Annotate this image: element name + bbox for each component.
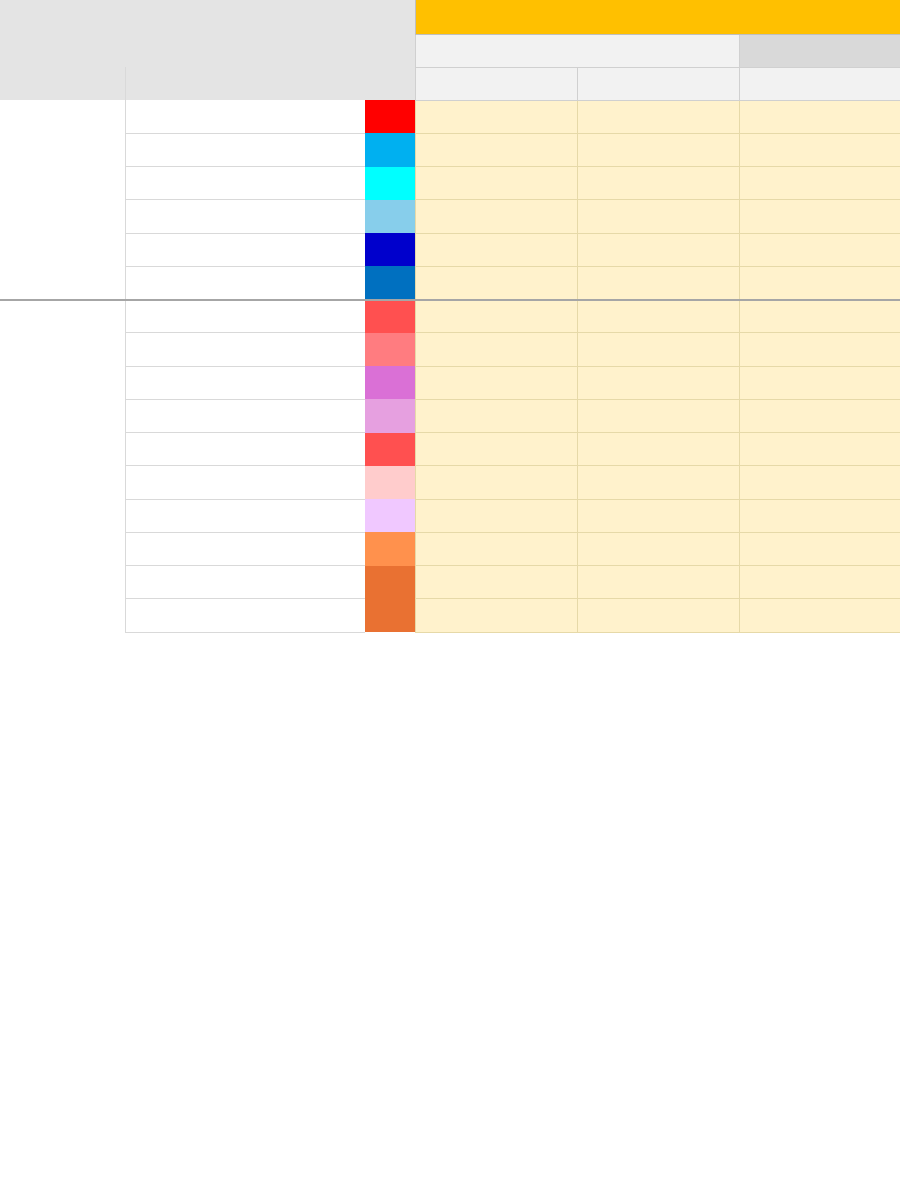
price-fanclub xyxy=(739,566,900,599)
seat-type-cell xyxy=(125,200,365,233)
price-fanclub xyxy=(739,300,900,333)
price-same-day xyxy=(577,466,739,499)
zone-label xyxy=(0,100,125,300)
price-presale xyxy=(415,233,577,266)
table-row xyxy=(0,167,900,200)
seat-type-cell xyxy=(125,100,365,133)
price-same-day xyxy=(577,167,739,200)
price-same-day xyxy=(577,133,739,166)
color-swatch xyxy=(365,366,415,399)
price-presale xyxy=(415,300,577,333)
price-presale xyxy=(415,433,577,466)
price-fanclub xyxy=(739,167,900,200)
price-presale xyxy=(415,167,577,200)
color-swatch xyxy=(365,499,415,532)
table-row xyxy=(0,100,900,133)
price-same-day xyxy=(577,399,739,432)
price-fanclub xyxy=(739,466,900,499)
price-same-day xyxy=(577,200,739,233)
seat-header xyxy=(125,67,415,100)
seat-type-cell xyxy=(125,532,365,565)
seat-type-cell xyxy=(125,466,365,499)
table-row xyxy=(0,300,900,333)
price-fanclub xyxy=(739,366,900,399)
table-row xyxy=(0,466,900,499)
price-same-day xyxy=(577,100,739,133)
table-row xyxy=(0,133,900,166)
price-presale xyxy=(415,566,577,599)
color-swatch xyxy=(365,133,415,166)
price-same-day xyxy=(577,366,739,399)
price-presale xyxy=(415,133,577,166)
price-same-day xyxy=(577,333,739,366)
color-swatch xyxy=(365,266,415,299)
table-row xyxy=(0,532,900,565)
color-swatch xyxy=(365,433,415,466)
price-presale xyxy=(415,599,577,632)
price-table-body xyxy=(0,100,900,632)
price-same-day xyxy=(577,233,739,266)
color-swatch xyxy=(365,399,415,432)
price-presale xyxy=(415,366,577,399)
price-fanclub xyxy=(739,433,900,466)
zone-header xyxy=(0,67,125,100)
color-swatch xyxy=(365,466,415,499)
price-presale xyxy=(415,399,577,432)
color-swatch xyxy=(365,167,415,200)
seat-type-cell xyxy=(125,433,365,466)
header-blank xyxy=(0,0,415,34)
presale-header xyxy=(415,67,577,100)
seat-type-cell xyxy=(125,499,365,532)
price-fanclub xyxy=(739,100,900,133)
seat-type-cell xyxy=(125,366,365,399)
table-row xyxy=(0,599,900,632)
price-same-day xyxy=(577,266,739,299)
seat-type-cell xyxy=(125,300,365,333)
color-swatch xyxy=(365,300,415,333)
seat-type-cell xyxy=(125,167,365,200)
table-row xyxy=(0,333,900,366)
seat-type-cell xyxy=(125,133,365,166)
table-row xyxy=(0,200,900,233)
fanclub-header xyxy=(739,34,900,67)
price-fanclub xyxy=(739,499,900,532)
seat-type-cell xyxy=(125,399,365,432)
table-row xyxy=(0,399,900,432)
price-fanclub xyxy=(739,599,900,632)
seat-type-cell xyxy=(125,233,365,266)
color-swatch xyxy=(365,200,415,233)
price-presale xyxy=(415,499,577,532)
price-presale xyxy=(415,200,577,233)
price-presale xyxy=(415,266,577,299)
price-same-day xyxy=(577,599,739,632)
price-fanclub xyxy=(739,333,900,366)
price-presale xyxy=(415,333,577,366)
price-same-day xyxy=(577,300,739,333)
table-row xyxy=(0,366,900,399)
color-swatch xyxy=(365,233,415,266)
table-row xyxy=(0,566,900,599)
price-fanclub xyxy=(739,399,900,432)
price-same-day xyxy=(577,566,739,599)
color-swatch xyxy=(365,532,415,565)
price-group-header xyxy=(415,0,900,34)
seat-type-cell xyxy=(125,599,365,632)
same-day-header xyxy=(577,67,739,100)
color-swatch xyxy=(365,333,415,366)
color-swatch xyxy=(365,100,415,133)
table-row xyxy=(0,433,900,466)
price-presale xyxy=(415,532,577,565)
table-row xyxy=(0,266,900,299)
table-row xyxy=(0,233,900,266)
price-presale xyxy=(415,100,577,133)
price-fanclub xyxy=(739,233,900,266)
seat-type-cell xyxy=(125,566,365,599)
fanclub-presale-header xyxy=(739,67,900,100)
price-fanclub xyxy=(739,133,900,166)
seat-type-cell xyxy=(125,333,365,366)
price-fanclub xyxy=(739,532,900,565)
header-blank-2 xyxy=(0,34,415,67)
price-same-day xyxy=(577,532,739,565)
color-swatch xyxy=(365,566,415,633)
general-header xyxy=(415,34,739,67)
price-presale xyxy=(415,466,577,499)
price-same-day xyxy=(577,433,739,466)
table-row xyxy=(0,499,900,532)
zone-label xyxy=(0,300,125,633)
seat-type-cell xyxy=(125,266,365,299)
price-same-day xyxy=(577,499,739,532)
price-fanclub xyxy=(739,266,900,299)
price-fanclub xyxy=(739,200,900,233)
